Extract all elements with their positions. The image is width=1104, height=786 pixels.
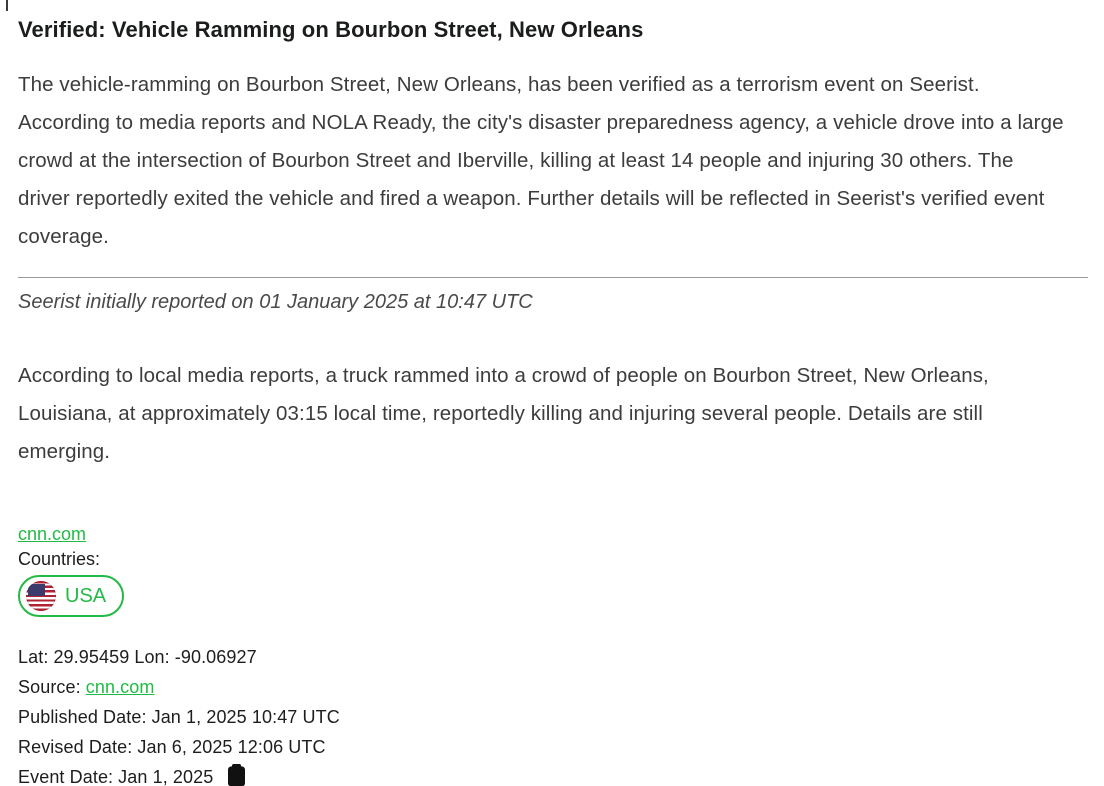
coordinates-row [18, 642, 1088, 672]
published-date-label: Published Date: [18, 707, 147, 727]
event-date-label: Event Date: [18, 767, 114, 786]
published-date-value: Jan 1, 2025 10:47 UTC [151, 707, 340, 727]
divider [18, 277, 1088, 278]
page-title: Verified: Vehicle Ramming on Bourbon Street, New Orleans [18, 17, 644, 42]
published-date-row [18, 702, 1088, 732]
copy-event-date-button[interactable] [227, 764, 246, 786]
lat-label: Lat: [18, 647, 49, 667]
country-pill-usa[interactable] [18, 575, 124, 617]
us-flag-icon [26, 581, 56, 611]
event-date-row [18, 762, 1088, 786]
screen-edge-artifact [6, 0, 8, 11]
event-metadata [18, 642, 1088, 786]
source-label: Source: [18, 677, 81, 697]
initial-report-note: Seerist initially reported on 01 January 2025 at 10:47 UTC [18, 291, 533, 313]
revised-date-value: Jan 6, 2025 12:06 UTC [137, 737, 326, 757]
verification-summary: The vehicle-ramming on Bourbon Street, New Orleans, has been verified as a terrorism event on Seerist. According to media reports and NOLA Ready, the city's disaster preparedness agency, a vehicle drove into a large crowd at the intersection of Bourbon Street and Iberville, killing at least 14 people and injuring 30 others. The driver reportedly exited the vehicle and fired a weapon. Further details will be reflected in Seerist's verified event coverage. [18, 73, 1064, 248]
lon-label: Lon: [134, 647, 170, 667]
lat-value: 29.95459 [53, 647, 130, 667]
initial-report-body: According to local media reports, a truck rammed into a crowd of people on Bourbon Street, New Orleans, Louisiana, at approximately 03:15 local time, reportedly killing and injuring several people. Details are still emerging. [18, 364, 989, 463]
event-date-value: Jan 1, 2025 [118, 767, 214, 786]
countries-label: Countries: [18, 549, 101, 569]
article-source-link[interactable]: cnn.com [18, 524, 87, 544]
revised-date-label: Revised Date: [18, 737, 133, 757]
source-row [18, 672, 1088, 702]
country-pill-label: USA [65, 584, 107, 607]
revised-date-row [18, 732, 1088, 762]
article-link-row [18, 522, 1088, 547]
source-link[interactable]: cnn.com [85, 677, 155, 697]
lon-value: -90.06927 [174, 647, 257, 667]
clipboard-icon [227, 764, 246, 786]
